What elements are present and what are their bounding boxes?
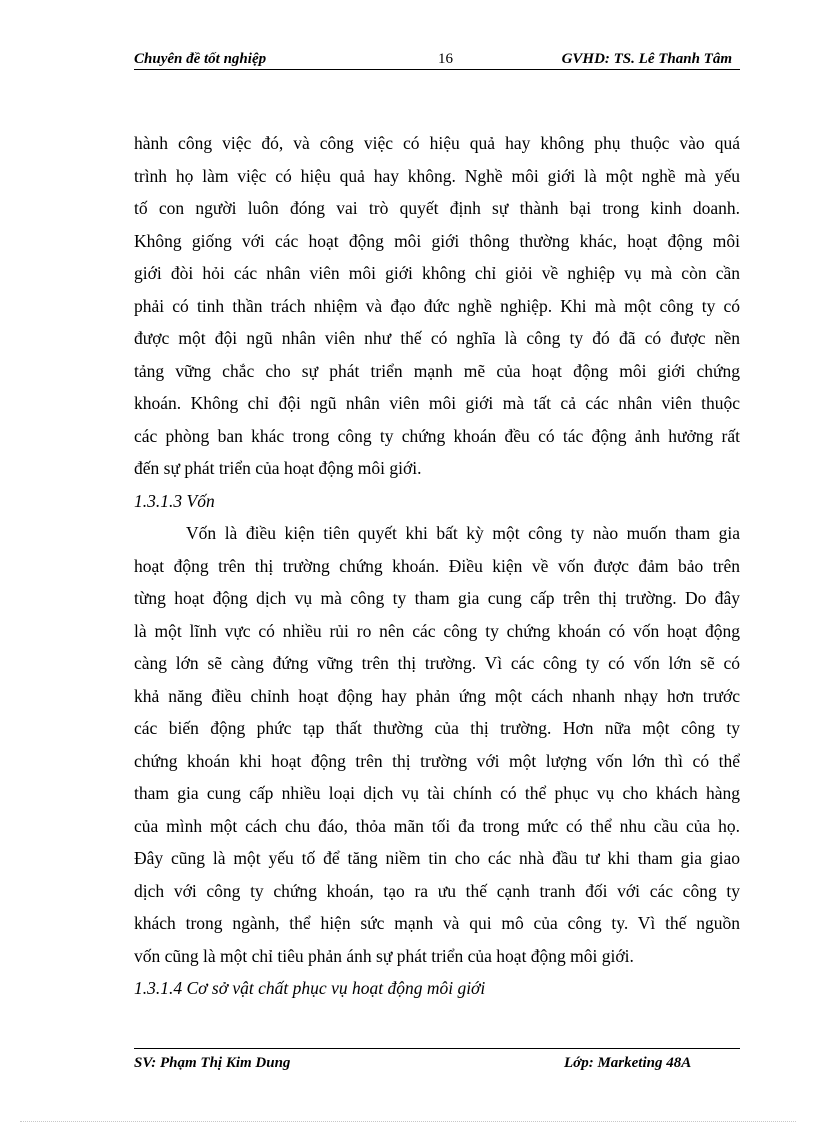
text-line: Không giống với các hoạt động môi giới thông thường khác, hoạt động môi: [134, 230, 740, 251]
text-line: hoạt động trên thị trường chứng khoán. Điều kiện về vốn được đảm bảo trên: [134, 555, 740, 576]
header-page-number: 16: [438, 51, 453, 67]
text-line: các phòng ban khác trong công ty chứng khoán đều có tác động ảnh hưởng rất: [134, 425, 740, 446]
text-line: dịch với công ty chứng khoán, tạo ra ưu thế cạnh tranh đối với các công ty: [134, 880, 740, 901]
text-line: khoán. Không chỉ đội ngũ nhân viên môi giới mà tất cả các nhân viên thuộc: [134, 393, 740, 413]
section-heading-facilities: 1.3.1.4 Cơ sở vật chất phục vụ hoạt động môi giới: [134, 978, 486, 998]
text-line: càng lớn sẽ càng đứng vững trên thị trường. Vì các công ty có vốn lớn sẽ có: [134, 653, 740, 673]
text-line: phải có tinh thần trách nhiệm và đạo đức nghề nghiệp. Khi mà một công ty có: [134, 295, 740, 316]
text-line: tố con người luôn đóng vai trò quyết định sự thành bại trong kinh doanh.: [134, 198, 740, 218]
paragraph-capital: [134, 517, 740, 972]
page-header: [134, 49, 740, 70]
header-advisor: GVHD: TS. Lê Thanh Tâm: [561, 51, 732, 67]
text-line: vốn cũng là một chỉ tiêu phản ánh sự phát triển của hoạt động môi giới.: [134, 945, 634, 966]
footer-student-name: SV: Phạm Thị Kim Dung: [134, 1055, 291, 1071]
text-line: khả năng điều chỉnh hoạt động hay phản ứng một cách nhanh nhạy hơn trước: [134, 685, 740, 706]
text-line: trình họ làm việc có hiệu quả hay không. Nghề môi giới là một nghề mà yếu: [134, 165, 740, 186]
text-line: chứng khoán khi hoạt động trên thị trường với một lượng vốn lớn thì có thể: [134, 750, 740, 771]
text-line: hành công việc đó, và công việc có hiệu quả hay không phụ thuộc vào quá: [134, 133, 740, 153]
text-line: tham gia cung cấp nhiều loại dịch vụ tài chính có thể phục vụ cho khách hàng: [134, 783, 740, 803]
document-body: [134, 127, 740, 1005]
text-line: Vốn là điều kiện tiên quyết khi bất kỳ một công ty nào muốn tham gia: [186, 523, 740, 543]
page-footer: [134, 1048, 740, 1077]
text-line: của mình một cách chu đáo, thỏa mãn tối đa trong mức có thể nhu cầu của họ.: [134, 815, 740, 836]
text-line: giới đòi hỏi các nhân viên môi giới không chỉ giỏi về nghiệp vụ mà còn cần: [134, 263, 740, 283]
text-line: từng hoạt động dịch vụ mà công ty tham gia cung cấp trên thị trường. Do đây: [134, 588, 740, 608]
text-line: tảng vững chắc cho sự phát triển mạnh mẽ của hoạt động môi giới chứng: [134, 360, 740, 381]
text-line: được một đội ngũ nhân viên như thế có nghĩa là công ty đó đã có được nền: [134, 328, 740, 348]
header-document-title: Chuyên đề tốt nghiệp: [134, 51, 267, 67]
page-bottom-edge: [20, 1121, 796, 1122]
text-line: khách trong ngành, thể hiện sức mạnh và qui mô của công ty. Vì thế nguồn: [134, 913, 740, 933]
text-line: là một lĩnh vực có nhiều rủi ro nên các công ty chứng khoán có vốn hoạt động: [134, 620, 740, 641]
text-line: Đây cũng là một yếu tố để tăng niềm tin cho các nhà đầu tư khi tham gia giao: [134, 848, 740, 868]
text-line: đến sự phát triển của hoạt động môi giới.: [134, 458, 422, 478]
paragraph-staff: [134, 127, 740, 485]
section-heading-capital: 1.3.1.3 Vốn: [134, 490, 215, 511]
footer-class: Lớp: Marketing 48A: [564, 1055, 692, 1071]
text-line: các biến động phức tạp thất thường của thị trường. Hơn nữa một công ty: [134, 718, 740, 738]
